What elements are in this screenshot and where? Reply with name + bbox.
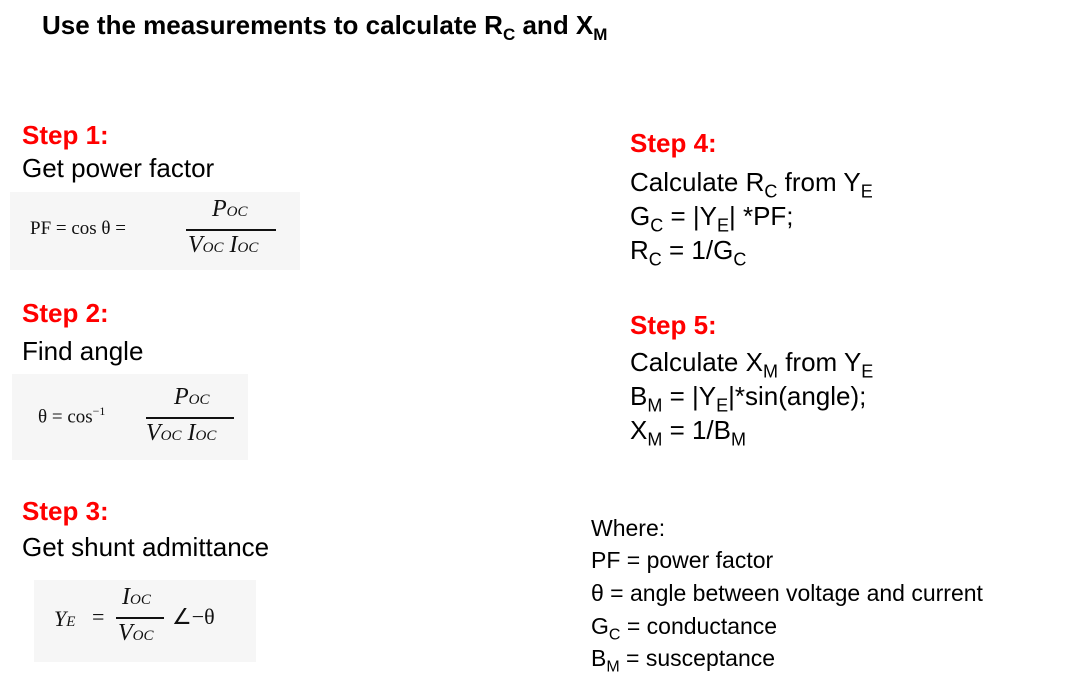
step4-line1: Calculate $R_C$ from $Y_E$ [630,167,873,202]
step2-description: Find angle [22,336,144,366]
step4-line2: $G_C = |Y_E|$ *PF; [630,201,794,236]
fraction-bar [186,229,276,231]
step2-label: Step 2: [22,298,109,328]
definitions-heading: Where: [591,515,666,541]
step1-description: Get power factor [22,153,215,183]
equation-shunt-admittance: YE = IOC VOC ∠−θ [34,580,256,662]
fraction-bar [116,617,164,619]
step5-line2: $B_M$ = $|Y_E|*\sin(angle)$; [630,381,867,416]
definition-gc: $G_C$ = conductance [591,613,778,644]
fraction-bar [146,417,234,419]
definition-theta: θ = angle between voltage and current [591,580,983,606]
step3-description: Get shunt admittance [22,532,270,562]
page-title: Use the measurements to calculate $R_C$ and $X_M$ [42,10,608,44]
step5-line1: Calculate $X_M$ from $Y_E$ [630,347,874,382]
step5-label: Step 5: [630,310,717,340]
equation-angle: $\theta = \cos^{-1}$ POC VOC IOC [12,374,248,460]
step3-label: Step 3: [22,496,109,526]
step4-label: Step 4: [630,128,717,158]
step5-line3: $X_M = 1/B_M$ [630,415,746,450]
definition-pf: PF = power factor [591,547,774,573]
step4-line3: $R_C = 1/G_C$ [630,235,747,270]
step1-label: Step 1: [22,120,109,150]
definition-bm: $B_M$ = susceptance [591,645,776,676]
equation-power-factor: PF = cos θ = POC VOC IOC [10,192,300,270]
